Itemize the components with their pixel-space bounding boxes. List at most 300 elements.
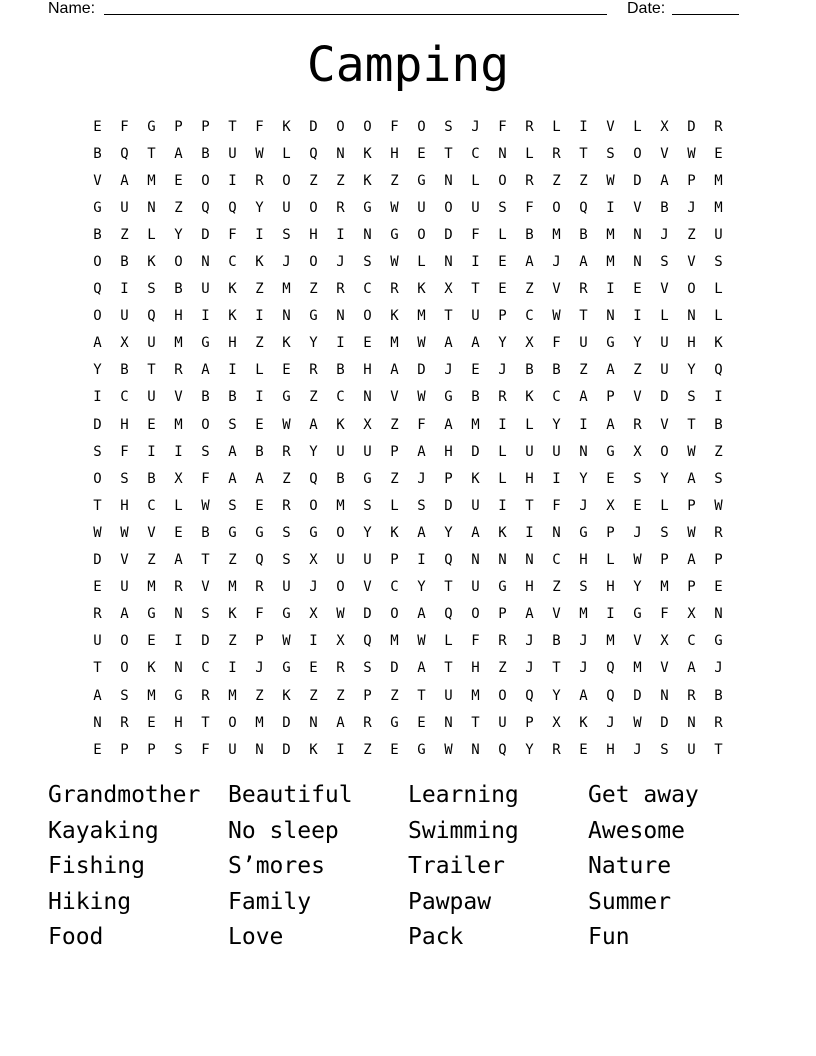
grid-cell[interactable]: R	[552, 741, 561, 758]
grid-cell[interactable]: R	[174, 579, 183, 596]
grid-cell[interactable]: Q	[309, 145, 318, 162]
grid-cell[interactable]: F	[417, 416, 426, 433]
grid-cell[interactable]: V	[633, 633, 642, 650]
grid-cell[interactable]: G	[390, 714, 399, 731]
grid-cell[interactable]: N	[363, 389, 372, 406]
grid-cell[interactable]: A	[120, 606, 129, 623]
grid-cell[interactable]: N	[633, 254, 642, 271]
grid-cell[interactable]: N	[174, 606, 183, 623]
grid-cell[interactable]: M	[606, 226, 615, 243]
grid-cell[interactable]: V	[390, 389, 399, 406]
grid-cell[interactable]: E	[282, 362, 291, 379]
grid-cell[interactable]: R	[201, 687, 210, 704]
grid-cell[interactable]: M	[633, 660, 642, 677]
grid-cell[interactable]: R	[255, 579, 264, 596]
grid-cell[interactable]: W	[390, 199, 399, 216]
grid-cell[interactable]: U	[498, 714, 507, 731]
grid-cell[interactable]: V	[660, 416, 669, 433]
grid-cell[interactable]: S	[120, 470, 129, 487]
grid-cell[interactable]: P	[201, 118, 210, 135]
grid-cell[interactable]: Z	[228, 633, 237, 650]
grid-cell[interactable]: P	[660, 552, 669, 569]
grid-cell[interactable]: D	[282, 741, 291, 758]
grid-cell[interactable]: I	[228, 660, 237, 677]
grid-cell[interactable]: R	[714, 524, 723, 541]
grid-cell[interactable]: Y	[660, 470, 669, 487]
grid-cell[interactable]: M	[174, 416, 183, 433]
grid-cell[interactable]: K	[390, 524, 399, 541]
grid-cell[interactable]: T	[471, 714, 480, 731]
grid-cell[interactable]: M	[714, 199, 723, 216]
grid-cell[interactable]: U	[471, 308, 480, 325]
grid-cell[interactable]: E	[255, 416, 264, 433]
grid-cell[interactable]: S	[687, 389, 696, 406]
grid-cell[interactable]: P	[606, 389, 615, 406]
grid-cell[interactable]: B	[714, 687, 723, 704]
grid-cell[interactable]: K	[147, 660, 156, 677]
grid-cell[interactable]: K	[309, 741, 318, 758]
grid-cell[interactable]: T	[444, 579, 453, 596]
grid-cell[interactable]: N	[444, 172, 453, 189]
grid-cell[interactable]: Y	[444, 524, 453, 541]
grid-cell[interactable]: F	[471, 226, 480, 243]
grid-cell[interactable]: A	[687, 660, 696, 677]
grid-cell[interactable]: N	[660, 687, 669, 704]
grid-cell[interactable]: I	[498, 416, 507, 433]
grid-cell[interactable]: U	[228, 741, 237, 758]
grid-cell[interactable]: B	[147, 470, 156, 487]
grid-cell[interactable]: S	[201, 606, 210, 623]
grid-cell[interactable]: V	[660, 281, 669, 298]
grid-cell[interactable]: Z	[309, 389, 318, 406]
grid-cell[interactable]: X	[363, 416, 372, 433]
grid-cell[interactable]: B	[660, 199, 669, 216]
grid-cell[interactable]: E	[147, 633, 156, 650]
grid-cell[interactable]: Q	[120, 145, 129, 162]
grid-cell[interactable]: N	[363, 226, 372, 243]
grid-cell[interactable]: E	[471, 362, 480, 379]
grid-cell[interactable]: X	[309, 606, 318, 623]
grid-cell[interactable]: B	[255, 443, 264, 460]
grid-cell[interactable]: Z	[579, 362, 588, 379]
grid-cell[interactable]: M	[471, 687, 480, 704]
grid-cell[interactable]: M	[147, 579, 156, 596]
grid-cell[interactable]: A	[174, 145, 183, 162]
grid-cell[interactable]: T	[93, 497, 102, 514]
grid-cell[interactable]: O	[120, 633, 129, 650]
grid-cell[interactable]: L	[606, 552, 615, 569]
grid-cell[interactable]: H	[579, 552, 588, 569]
grid-cell[interactable]: K	[525, 389, 534, 406]
grid-cell[interactable]: L	[174, 497, 183, 514]
grid-cell[interactable]: V	[201, 579, 210, 596]
grid-cell[interactable]: H	[228, 335, 237, 352]
grid-cell[interactable]: F	[201, 470, 210, 487]
grid-cell[interactable]: D	[417, 362, 426, 379]
grid-cell[interactable]: D	[660, 389, 669, 406]
grid-cell[interactable]: C	[363, 281, 372, 298]
grid-cell[interactable]: B	[471, 389, 480, 406]
grid-cell[interactable]: W	[687, 524, 696, 541]
grid-cell[interactable]: K	[363, 145, 372, 162]
grid-cell[interactable]: Y	[633, 579, 642, 596]
grid-cell[interactable]: P	[390, 552, 399, 569]
grid-cell[interactable]: O	[174, 254, 183, 271]
grid-cell[interactable]: V	[552, 281, 561, 298]
grid-cell[interactable]: B	[120, 254, 129, 271]
grid-cell[interactable]: O	[336, 524, 345, 541]
grid-cell[interactable]: T	[201, 552, 210, 569]
grid-cell[interactable]: F	[255, 118, 264, 135]
grid-cell[interactable]: H	[390, 145, 399, 162]
grid-cell[interactable]: K	[282, 118, 291, 135]
grid-cell[interactable]: P	[147, 741, 156, 758]
grid-cell[interactable]: R	[714, 118, 723, 135]
grid-cell[interactable]: T	[444, 145, 453, 162]
grid-cell[interactable]: A	[444, 416, 453, 433]
grid-cell[interactable]: X	[687, 606, 696, 623]
grid-cell[interactable]: G	[93, 199, 102, 216]
grid-cell[interactable]: O	[363, 308, 372, 325]
grid-cell[interactable]: O	[363, 118, 372, 135]
grid-cell[interactable]: N	[309, 714, 318, 731]
grid-cell[interactable]: L	[147, 226, 156, 243]
grid-cell[interactable]: A	[660, 172, 669, 189]
grid-cell[interactable]: O	[660, 443, 669, 460]
grid-cell[interactable]: R	[120, 714, 129, 731]
grid-cell[interactable]: F	[255, 606, 264, 623]
grid-cell[interactable]: G	[228, 524, 237, 541]
grid-cell[interactable]: A	[606, 416, 615, 433]
grid-cell[interactable]: L	[660, 308, 669, 325]
grid-cell[interactable]: J	[471, 118, 480, 135]
grid-cell[interactable]: R	[498, 633, 507, 650]
grid-cell[interactable]: I	[336, 741, 345, 758]
grid-cell[interactable]: V	[93, 172, 102, 189]
grid-cell[interactable]: L	[498, 470, 507, 487]
grid-cell[interactable]: A	[471, 524, 480, 541]
grid-cell[interactable]: J	[525, 633, 534, 650]
grid-cell[interactable]: A	[93, 335, 102, 352]
grid-cell[interactable]: E	[633, 497, 642, 514]
grid-cell[interactable]: H	[687, 335, 696, 352]
grid-cell[interactable]: D	[93, 416, 102, 433]
grid-cell[interactable]: G	[633, 606, 642, 623]
grid-cell[interactable]: U	[660, 335, 669, 352]
grid-cell[interactable]: E	[417, 145, 426, 162]
grid-cell[interactable]: J	[417, 470, 426, 487]
grid-cell[interactable]: Y	[309, 335, 318, 352]
grid-cell[interactable]: H	[120, 497, 129, 514]
grid-cell[interactable]: I	[201, 308, 210, 325]
grid-cell[interactable]: N	[687, 714, 696, 731]
grid-cell[interactable]: B	[552, 633, 561, 650]
grid-cell[interactable]: W	[336, 606, 345, 623]
grid-cell[interactable]: U	[417, 199, 426, 216]
grid-cell[interactable]: V	[363, 579, 372, 596]
grid-cell[interactable]: B	[336, 362, 345, 379]
grid-cell[interactable]: R	[93, 606, 102, 623]
grid-cell[interactable]: A	[417, 524, 426, 541]
grid-cell[interactable]: Y	[633, 335, 642, 352]
grid-cell[interactable]: I	[336, 335, 345, 352]
grid-cell[interactable]: H	[363, 362, 372, 379]
date-blank-line[interactable]	[672, 14, 739, 15]
grid-cell[interactable]: N	[336, 145, 345, 162]
grid-cell[interactable]: R	[336, 199, 345, 216]
grid-cell[interactable]: N	[444, 714, 453, 731]
grid-cell[interactable]: L	[633, 118, 642, 135]
grid-cell[interactable]: B	[525, 362, 534, 379]
grid-cell[interactable]: G	[606, 443, 615, 460]
grid-cell[interactable]: Z	[228, 552, 237, 569]
grid-cell[interactable]: S	[444, 118, 453, 135]
grid-cell[interactable]: H	[120, 416, 129, 433]
grid-cell[interactable]: Q	[606, 687, 615, 704]
grid-cell[interactable]: T	[444, 660, 453, 677]
grid-cell[interactable]: Q	[498, 741, 507, 758]
grid-cell[interactable]: N	[714, 606, 723, 623]
grid-cell[interactable]: K	[714, 335, 723, 352]
grid-cell[interactable]: U	[282, 199, 291, 216]
grid-cell[interactable]: H	[525, 470, 534, 487]
grid-cell[interactable]: G	[417, 741, 426, 758]
grid-cell[interactable]: Y	[498, 335, 507, 352]
grid-cell[interactable]: F	[201, 741, 210, 758]
grid-cell[interactable]: M	[579, 606, 588, 623]
grid-cell[interactable]: W	[552, 308, 561, 325]
grid-cell[interactable]: S	[228, 497, 237, 514]
grid-cell[interactable]: M	[228, 687, 237, 704]
grid-cell[interactable]: J	[633, 524, 642, 541]
grid-cell[interactable]: I	[255, 308, 264, 325]
grid-cell[interactable]: W	[444, 741, 453, 758]
grid-cell[interactable]: S	[93, 443, 102, 460]
grid-cell[interactable]: O	[444, 199, 453, 216]
grid-cell[interactable]: X	[552, 714, 561, 731]
grid-cell[interactable]: G	[363, 470, 372, 487]
grid-cell[interactable]: I	[606, 606, 615, 623]
grid-cell[interactable]: U	[147, 335, 156, 352]
grid-cell[interactable]: X	[174, 470, 183, 487]
grid-cell[interactable]: A	[417, 660, 426, 677]
grid-cell[interactable]: P	[606, 524, 615, 541]
grid-cell[interactable]: M	[147, 172, 156, 189]
grid-cell[interactable]: I	[525, 524, 534, 541]
grid-cell[interactable]: Z	[309, 281, 318, 298]
grid-cell[interactable]: N	[687, 308, 696, 325]
grid-cell[interactable]: T	[687, 416, 696, 433]
grid-cell[interactable]: R	[282, 497, 291, 514]
grid-cell[interactable]: P	[714, 552, 723, 569]
grid-cell[interactable]: S	[282, 226, 291, 243]
grid-cell[interactable]: A	[336, 714, 345, 731]
grid-cell[interactable]: O	[93, 308, 102, 325]
grid-cell[interactable]: N	[498, 145, 507, 162]
grid-cell[interactable]: M	[282, 281, 291, 298]
grid-cell[interactable]: V	[633, 199, 642, 216]
grid-cell[interactable]: T	[147, 145, 156, 162]
grid-cell[interactable]: S	[201, 443, 210, 460]
grid-cell[interactable]: W	[255, 145, 264, 162]
grid-cell[interactable]: P	[390, 443, 399, 460]
grid-cell[interactable]: V	[552, 606, 561, 623]
grid-cell[interactable]: T	[552, 660, 561, 677]
grid-cell[interactable]: L	[525, 145, 534, 162]
grid-cell[interactable]: T	[471, 281, 480, 298]
grid-cell[interactable]: L	[282, 145, 291, 162]
grid-cell[interactable]: G	[390, 226, 399, 243]
grid-cell[interactable]: R	[579, 281, 588, 298]
grid-cell[interactable]: O	[228, 714, 237, 731]
grid-cell[interactable]: Z	[390, 416, 399, 433]
grid-cell[interactable]: D	[93, 552, 102, 569]
grid-cell[interactable]: V	[633, 389, 642, 406]
grid-cell[interactable]: T	[525, 497, 534, 514]
grid-cell[interactable]: N	[255, 741, 264, 758]
grid-cell[interactable]: R	[552, 145, 561, 162]
grid-cell[interactable]: U	[363, 443, 372, 460]
grid-cell[interactable]: T	[201, 714, 210, 731]
grid-cell[interactable]: E	[498, 254, 507, 271]
grid-cell[interactable]: I	[255, 389, 264, 406]
grid-cell[interactable]: T	[228, 118, 237, 135]
grid-cell[interactable]: J	[633, 741, 642, 758]
grid-cell[interactable]: U	[660, 362, 669, 379]
grid-cell[interactable]: P	[498, 308, 507, 325]
grid-cell[interactable]: O	[201, 416, 210, 433]
grid-cell[interactable]: B	[201, 389, 210, 406]
grid-cell[interactable]: P	[255, 633, 264, 650]
grid-cell[interactable]: Z	[552, 579, 561, 596]
grid-cell[interactable]: K	[228, 606, 237, 623]
grid-cell[interactable]: H	[174, 714, 183, 731]
grid-cell[interactable]: V	[174, 389, 183, 406]
grid-cell[interactable]: H	[606, 579, 615, 596]
grid-cell[interactable]: X	[525, 335, 534, 352]
grid-cell[interactable]: U	[228, 145, 237, 162]
grid-cell[interactable]: Z	[309, 687, 318, 704]
grid-cell[interactable]: V	[147, 524, 156, 541]
grid-cell[interactable]: B	[579, 226, 588, 243]
grid-cell[interactable]: Z	[255, 281, 264, 298]
grid-cell[interactable]: O	[498, 172, 507, 189]
grid-cell[interactable]: I	[633, 308, 642, 325]
grid-cell[interactable]: F	[660, 606, 669, 623]
grid-cell[interactable]: F	[390, 118, 399, 135]
grid-cell[interactable]: U	[579, 335, 588, 352]
grid-cell[interactable]: Z	[336, 687, 345, 704]
grid-cell[interactable]: P	[120, 741, 129, 758]
grid-cell[interactable]: O	[633, 145, 642, 162]
grid-cell[interactable]: S	[606, 145, 615, 162]
grid-cell[interactable]: M	[714, 172, 723, 189]
grid-cell[interactable]: F	[471, 633, 480, 650]
grid-cell[interactable]: G	[255, 524, 264, 541]
grid-cell[interactable]: I	[93, 389, 102, 406]
grid-cell[interactable]: B	[201, 524, 210, 541]
grid-cell[interactable]: B	[228, 389, 237, 406]
grid-cell[interactable]: V	[687, 254, 696, 271]
grid-cell[interactable]: Y	[552, 416, 561, 433]
grid-cell[interactable]: T	[579, 308, 588, 325]
grid-cell[interactable]: I	[174, 633, 183, 650]
grid-cell[interactable]: I	[255, 226, 264, 243]
grid-cell[interactable]: D	[201, 633, 210, 650]
grid-cell[interactable]: Q	[444, 552, 453, 569]
grid-cell[interactable]: Z	[255, 335, 264, 352]
grid-cell[interactable]: K	[282, 687, 291, 704]
grid-cell[interactable]: R	[390, 281, 399, 298]
grid-cell[interactable]: K	[363, 172, 372, 189]
grid-cell[interactable]: A	[444, 335, 453, 352]
grid-cell[interactable]: S	[714, 254, 723, 271]
grid-cell[interactable]: L	[498, 226, 507, 243]
grid-cell[interactable]: G	[444, 389, 453, 406]
grid-cell[interactable]: Z	[552, 172, 561, 189]
grid-cell[interactable]: Z	[336, 172, 345, 189]
grid-cell[interactable]: W	[201, 497, 210, 514]
grid-cell[interactable]: I	[309, 633, 318, 650]
grid-cell[interactable]: Y	[579, 470, 588, 487]
grid-cell[interactable]: L	[498, 443, 507, 460]
grid-cell[interactable]: K	[417, 281, 426, 298]
grid-cell[interactable]: M	[390, 633, 399, 650]
grid-cell[interactable]: B	[93, 145, 102, 162]
grid-cell[interactable]: P	[687, 579, 696, 596]
grid-cell[interactable]: C	[336, 389, 345, 406]
grid-cell[interactable]: Q	[147, 308, 156, 325]
grid-cell[interactable]: L	[417, 254, 426, 271]
grid-cell[interactable]: E	[417, 714, 426, 731]
grid-cell[interactable]: J	[498, 362, 507, 379]
grid-cell[interactable]: B	[552, 362, 561, 379]
grid-cell[interactable]: C	[552, 552, 561, 569]
grid-cell[interactable]: K	[255, 254, 264, 271]
grid-cell[interactable]: W	[633, 552, 642, 569]
grid-cell[interactable]: G	[714, 633, 723, 650]
grid-cell[interactable]: N	[444, 254, 453, 271]
grid-cell[interactable]: I	[552, 470, 561, 487]
grid-cell[interactable]: R	[363, 714, 372, 731]
grid-cell[interactable]: Z	[579, 172, 588, 189]
grid-cell[interactable]: S	[633, 470, 642, 487]
grid-cell[interactable]: I	[120, 281, 129, 298]
grid-cell[interactable]: J	[579, 497, 588, 514]
grid-cell[interactable]: L	[660, 497, 669, 514]
grid-cell[interactable]: N	[93, 714, 102, 731]
grid-cell[interactable]: G	[363, 199, 372, 216]
grid-cell[interactable]: L	[471, 172, 480, 189]
grid-cell[interactable]: B	[174, 281, 183, 298]
grid-cell[interactable]: O	[201, 172, 210, 189]
grid-cell[interactable]: Z	[687, 226, 696, 243]
grid-cell[interactable]: U	[120, 308, 129, 325]
grid-cell[interactable]: T	[579, 145, 588, 162]
grid-cell[interactable]: Z	[174, 199, 183, 216]
grid-cell[interactable]: D	[444, 226, 453, 243]
grid-cell[interactable]: S	[282, 524, 291, 541]
grid-cell[interactable]: M	[606, 633, 615, 650]
grid-cell[interactable]: B	[93, 226, 102, 243]
grid-cell[interactable]: K	[471, 470, 480, 487]
grid-cell[interactable]: M	[255, 714, 264, 731]
grid-cell[interactable]: E	[93, 741, 102, 758]
grid-cell[interactable]: H	[606, 741, 615, 758]
grid-cell[interactable]: F	[120, 443, 129, 460]
grid-cell[interactable]: V	[606, 118, 615, 135]
grid-cell[interactable]: G	[282, 606, 291, 623]
